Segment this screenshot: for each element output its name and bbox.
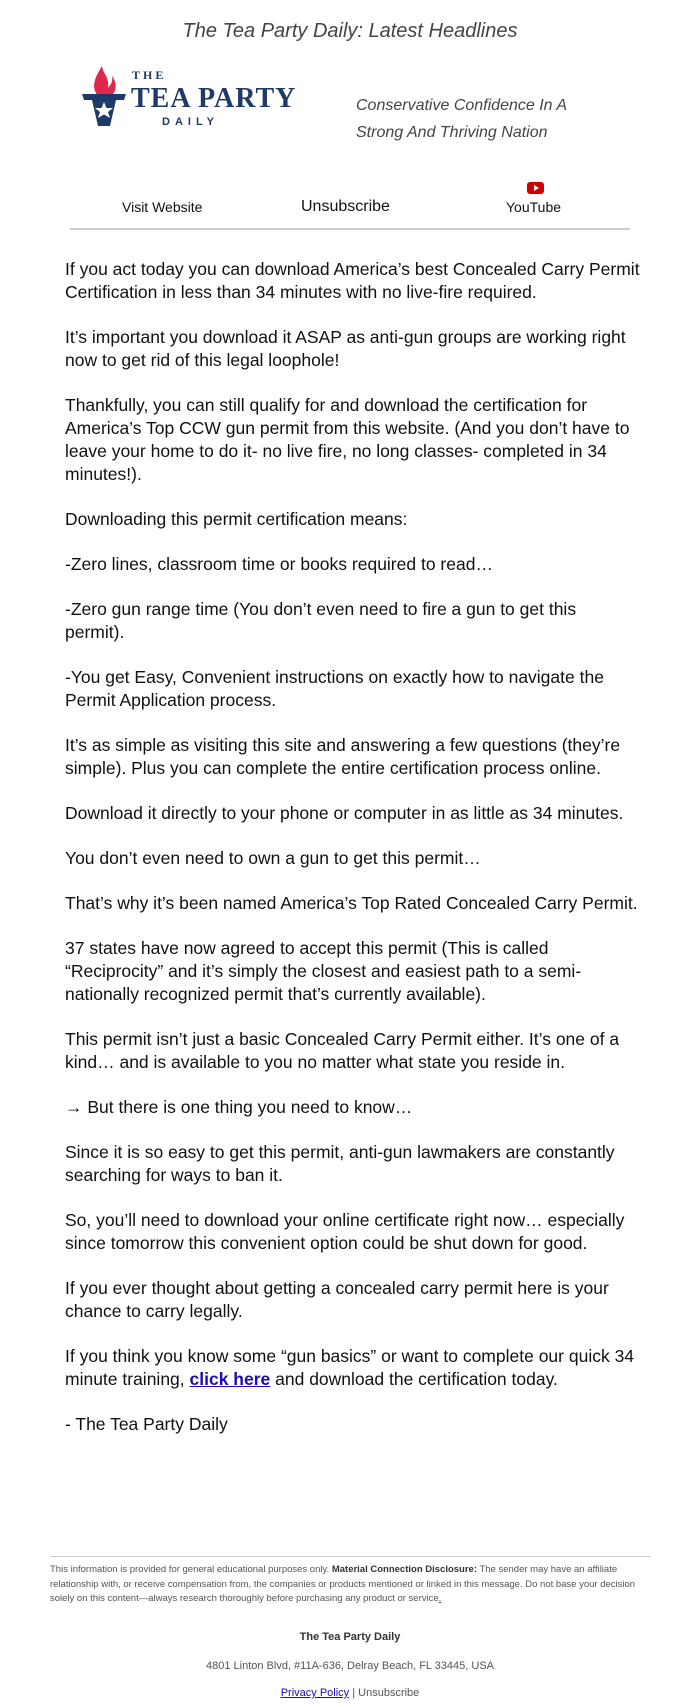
click-here-link[interactable]: click here <box>189 1369 271 1389</box>
body-paragraph: Download it directly to your phone or computer in as little as 34 minutes. <box>65 803 624 823</box>
body-paragraph: Since it is so easy to get this permit, anti-gun lawmakers are constantly searching for ways to ban it. <box>65 1142 615 1185</box>
footer-divider <box>50 1556 650 1557</box>
footer-address: 4801 Linton Blvd, #11A-636, Delray Beach, FL 33445, USA <box>205 1660 494 1672</box>
logo-line-teaparty: TEA PARTY <box>131 83 297 114</box>
disclosure-body: The sender may have an affiliate relationship with, or receive compensation from, the companies or products mentioned or linked in this message. Do not base your decision solely on this content—always research thoroughly before purchasing any product or service <box>50 1564 636 1604</box>
body-paragraph: 37 states have now agreed to accept this permit (This is called “Reciprocity” and it’s simply the closest and easiest path to a semi-nationally recognized permit that’s currently available). <box>65 938 582 1004</box>
youtube-icon[interactable] <box>527 182 544 194</box>
cta-paragraph <box>65 1345 640 1391</box>
footer-links <box>0 1687 700 1699</box>
body-paragraph: If you act today you can download America’s best Concealed Carry Permit Certification in less than 34 minutes with no live-fire required. <box>65 259 640 302</box>
footer-separator: | <box>349 1687 359 1699</box>
body-paragraph: You don’t even need to own a gun to get this permit… <box>65 848 481 868</box>
visit-website-link[interactable]: Visit Website <box>122 199 203 215</box>
cta-text-before: If you think you know some “gun basics” or want to complete our quick 34 minute training, <box>65 1346 635 1389</box>
unsubscribe-link[interactable]: Unsubscribe <box>301 198 390 215</box>
body-paragraph: This permit isn’t just a basic Concealed Carry Permit either. It’s one of a kind… and is available to you no matter what state you reside in. <box>65 1029 620 1072</box>
newsletter-headline: The Tea Party Daily: Latest Headlines <box>182 20 518 42</box>
disclosure-intro: This information is provided for general educational purposes only. <box>50 1564 332 1575</box>
privacy-policy-link[interactable]: Privacy Policy <box>280 1687 350 1699</box>
cta-text-after: and download the certification today. <box>270 1369 558 1389</box>
disclosure-end: . <box>438 1593 442 1604</box>
footer-unsubscribe-link[interactable]: Unsubscribe <box>358 1687 420 1699</box>
flame-icon <box>94 66 115 96</box>
tagline: Conservative Confidence In A Strong And Thriving Nation <box>356 97 567 141</box>
body-paragraph: That’s why it’s been named America’s Top Rated Concealed Carry Permit. <box>65 893 638 913</box>
body-paragraph: Downloading this permit certification means: <box>65 509 408 529</box>
body-paragraph: -You get Easy, Convenient instructions on exactly how to navigate the Permit Application process. <box>65 667 604 710</box>
tea-party-daily-logo[interactable] <box>82 66 334 144</box>
logo-line-daily: DAILY <box>162 116 219 128</box>
signoff: - The Tea Party Daily <box>65 1414 228 1434</box>
disclosure-text <box>50 1563 652 1607</box>
body-paragraph: If you ever thought about getting a concealed carry permit here is your chance to carry legally. <box>65 1278 609 1321</box>
disclosure-label: Material Connection Disclosure: <box>331 1564 477 1575</box>
body-paragraph: -Zero gun range time (You don’t even need to fire a gun to get this permit). <box>65 599 577 642</box>
body-paragraph: Thankfully, you can still qualify for and download the certification for America’s Top CCW gun permit from this website. (And you don’t have to leave your home to do it- no live fire, no long classes- completed in 34 minutes!). <box>65 395 630 484</box>
body-paragraph: It’s as simple as visiting this site and answering a few questions (they’re simple). Plus you can complete the entire certification process online. <box>65 735 621 778</box>
top-nav <box>70 180 630 230</box>
body-paragraph: So, you’ll need to download your online certificate right now… especially since tomorrow this convenient option could be shut down for good. <box>65 1210 625 1253</box>
body-paragraph: -Zero lines, classroom time or books required to read… <box>65 554 493 574</box>
body-paragraph: It’s important you download it ASAP as anti-gun groups are working right now to get rid of this legal loophole! <box>65 327 626 370</box>
footer-company-name: The Tea Party Daily <box>299 1631 401 1643</box>
logo-line-the: THE <box>132 68 167 82</box>
youtube-link[interactable]: YouTube <box>506 199 562 215</box>
email-body <box>65 258 640 1458</box>
body-paragraph: → But there is one thing you need to know… <box>65 1097 413 1117</box>
